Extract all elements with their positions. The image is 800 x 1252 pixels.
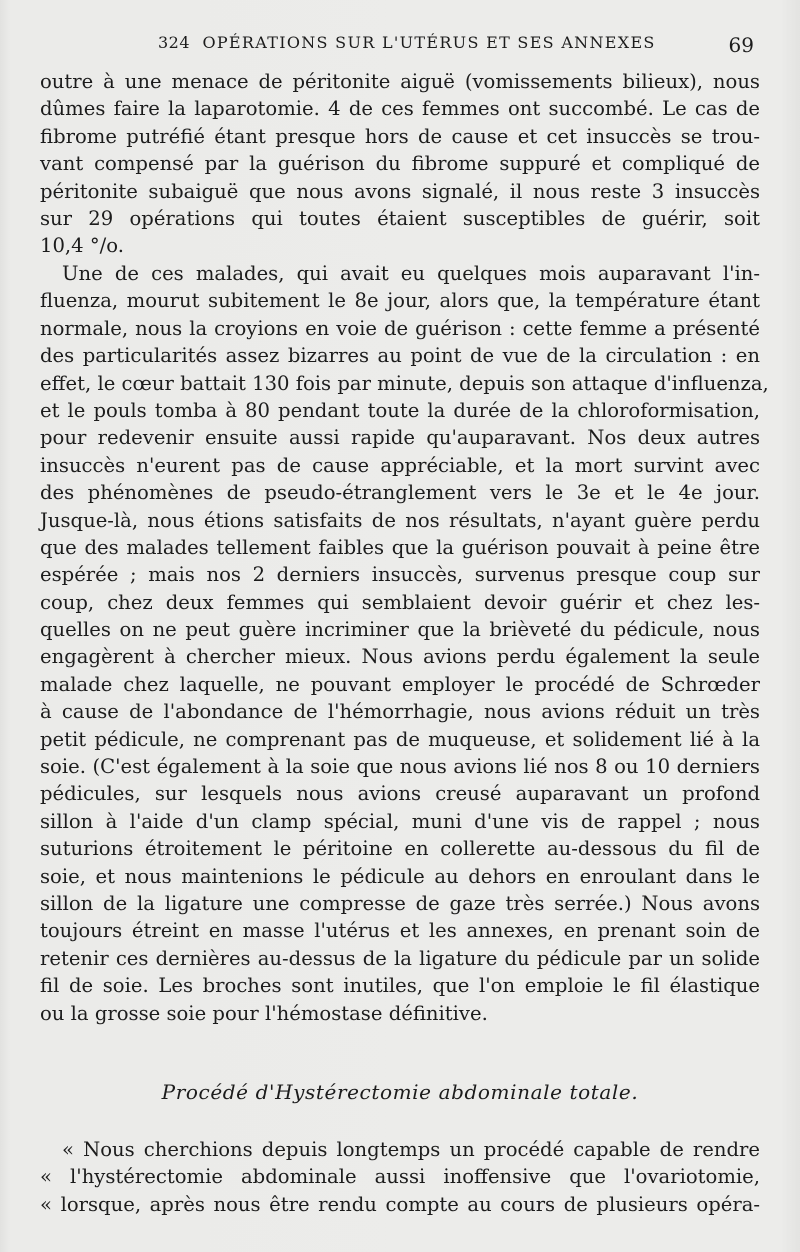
text-line: « l'hystérectomie abdominale aussi inoffensive que l'ovariotomie,	[40, 1165, 760, 1189]
text-line: fil de soie. Les broches sont inutiles, que l'on emploie le fil élastique	[40, 974, 760, 998]
text-line: quelles on ne peut guère incriminer que la brièveté du pédicule, nous	[40, 618, 760, 642]
text-line: Jusque-là, nous étions satisfaits de nos résultats, n'ayant guère perdu	[40, 508, 760, 532]
text-line: engagèrent à chercher mieux. Nous avions perdu également la seule	[40, 645, 760, 669]
text-line: à cause de l'abondance de l'hémorrhagie, nous avions réduit un très	[40, 700, 760, 724]
page-number: 69	[728, 33, 754, 57]
text-line: pédicules, sur lesquels nous avions creusé auparavant un profond	[40, 782, 760, 806]
text-line: dûmes faire la laparotomie. 4 de ces femmes ont succombé. Le cas de	[40, 97, 760, 121]
running-head-title-group	[158, 33, 656, 52]
text-line: sillon de la ligature une compresse de gaze très serrée.) Nous avons	[40, 891, 760, 915]
text-line: effet, le cœur battait 130 fois par minute, depuis son attaque d'influenza,	[40, 371, 769, 395]
text-line: retenir ces dernières au-dessus de la ligature du pédicule par un solide	[40, 946, 760, 970]
text-line: sur 29 opérations qui toutes étaient susceptibles de guérir, soit	[40, 206, 760, 230]
text-line: fibrome putréfié étant presque hors de cause et cet insuccès se trou-	[40, 124, 760, 148]
text-line: espérée ; mais nos 2 derniers insuccès, survenus presque coup sur	[40, 563, 760, 587]
paragraph-2	[40, 260, 769, 1027]
text-line: 10,4 °/o.	[40, 234, 124, 258]
section-title: Procédé d'Hystérectomie abdominale totale.	[161, 1080, 639, 1104]
text-line: que des malades tellement faibles que la guérison pouvait à peine être	[40, 535, 760, 559]
text-line: « Nous cherchions depuis longtemps un procédé capable de rendre	[62, 1138, 760, 1161]
running-head-title: OPÉRATIONS SUR L'UTÉRUS ET SES ANNEXES	[202, 33, 656, 52]
text-line: vant compensé par la guérison du fibrome suppuré et compliqué de	[40, 152, 760, 176]
text-line: pour redevenir ensuite aussi rapide qu'auparavant. Nos deux autres	[40, 426, 760, 450]
text-line: coup, chez deux femmes qui semblaient devoir guérir et chez les-	[40, 590, 760, 614]
text-line: fluenza, mourut subitement le 8e jour, alors que, la température étant	[40, 289, 760, 313]
text-line: soie, et nous maintenions le pédicule au dehors en enroulant dans le	[40, 864, 760, 888]
text-line: outre à une menace de péritonite aiguë (vomissements bilieux), nous	[40, 70, 760, 93]
text-line: suturions étroitement le péritoine en collerette au-dessous du fil de	[40, 837, 760, 861]
text-line: malade chez laquelle, ne pouvant employer le procédé de Schrœder	[40, 672, 760, 696]
text-line: soie. (C'est également à la soie que nous avions lié nos 8 ou 10 derniers	[40, 755, 760, 779]
text-line: toujours étreint en masse l'utérus et les annexes, en prenant soin de	[40, 919, 760, 943]
paragraph-1	[40, 68, 760, 260]
text-line: des phénomènes de pseudo-étranglement vers le 3e et le 4e jour.	[40, 481, 760, 505]
text-line: « lorsque, après nous être rendu compte au cours de plusieurs opéra-	[40, 1192, 760, 1216]
text-line: des particularités assez bizarres au point de vue de la circulation : en	[40, 344, 760, 368]
quote-paragraph	[40, 1136, 760, 1218]
text-line: sillon à l'aide d'un clamp spécial, muni d'une vis de rappel ; nous	[40, 809, 760, 833]
text-line: ou la grosse soie pour l'hémostase définitive.	[40, 1001, 488, 1025]
text-line: insuccès n'eurent pas de cause appréciable, et la mort survint avec	[40, 453, 760, 477]
running-head	[40, 33, 758, 59]
text-line: normale, nous la croyions en voie de guérison : cette femme a présenté	[40, 316, 760, 340]
text-line: et le pouls tomba à 80 pendant toute la durée de la chloroformisation,	[40, 398, 760, 422]
text-line: Une de ces malades, qui avait eu quelques mois auparavant l'in-	[62, 262, 760, 285]
running-head-number: 324	[158, 33, 191, 52]
text-line: péritonite subaiguë que nous avons signalé, il nous reste 3 insuccès	[40, 179, 760, 203]
text-line: petit pédicule, ne comprenant pas de muqueuse, et solidement lié à la	[40, 727, 760, 751]
